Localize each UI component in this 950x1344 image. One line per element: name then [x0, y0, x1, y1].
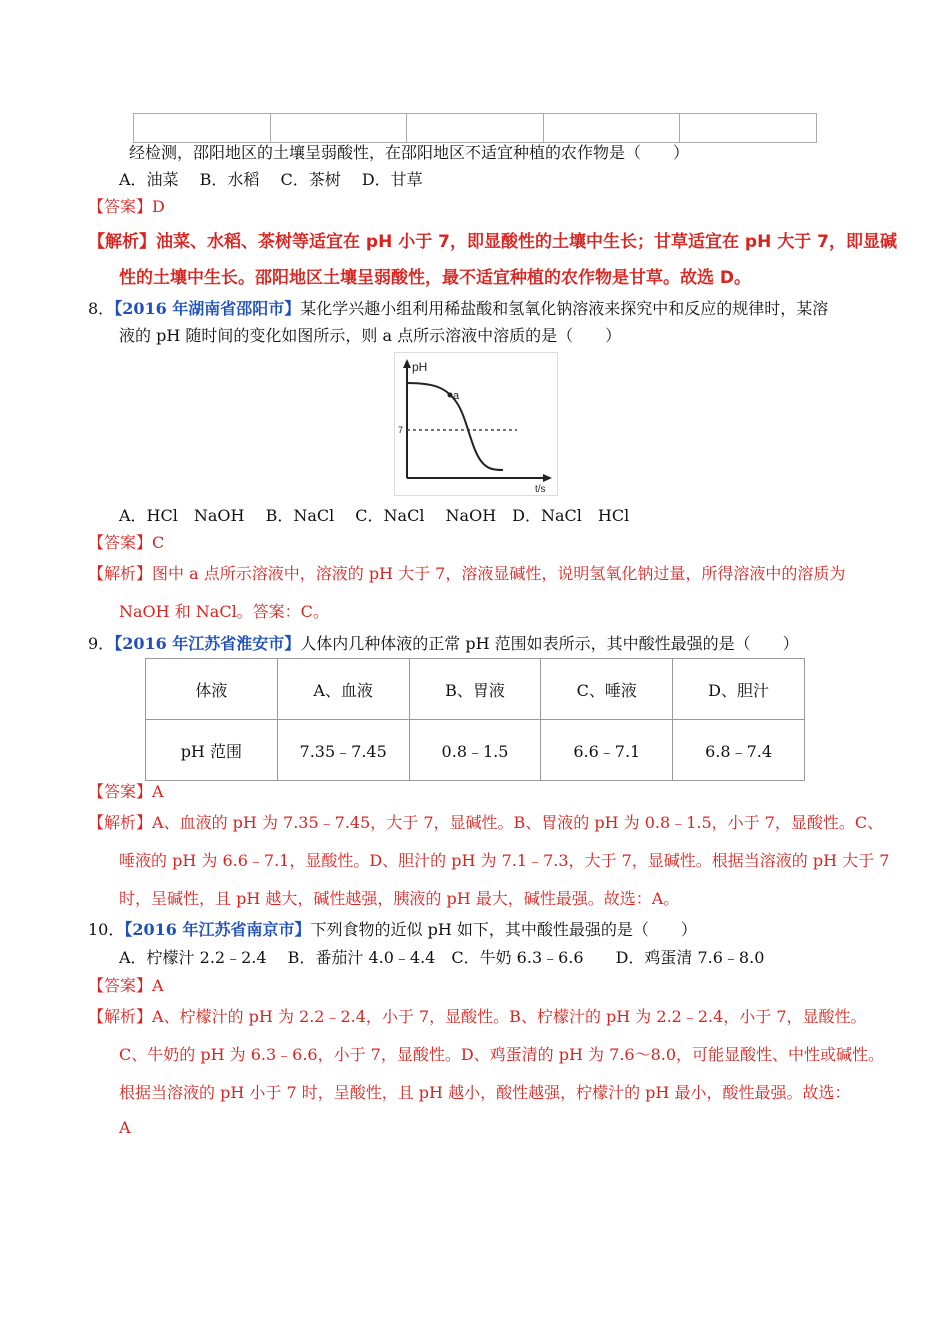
answer-tag: 【答案】	[88, 197, 153, 216]
answer-value: D	[152, 197, 165, 216]
q9-stem	[88, 631, 799, 654]
table-header-row	[146, 659, 805, 720]
q8-stem-line2: 液的 pH 随时间的变化如图所示，则 a 点所示溶液中溶质的是（ ）	[119, 326, 622, 345]
analysis-text: A、柠檬汁的 pH 为 2.2﹣2.4，小于 7，显酸性。B、柠檬汁的 pH 为 2.2﹣2.4，小于 7，显酸性。	[152, 1007, 867, 1026]
q9-analysis-line2: 唾液的 pH 为 6.6﹣7.1，显酸性。D、胆汁的 pH 为 7.1﹣7.3，大于 7，显碱性。根据当溶液的 pH 大于 7	[119, 851, 890, 870]
q7-options: A．油菜 B．水稻 C．茶树 D．甘草	[119, 170, 423, 189]
answer-value: A	[152, 782, 164, 801]
question-number: 9．	[88, 634, 115, 653]
analysis-tag: 【解析】	[88, 564, 153, 583]
q10-analysis-line2: C、牛奶的 pH 为 6.3﹣6.6，小于 7，显酸性。D、鸡蛋清的 pH 为 7.6～8.0，可能显酸性、中性或碱性。	[119, 1045, 885, 1064]
x-axis-arrow	[543, 474, 552, 482]
table-header-cell: C、唾液	[541, 659, 673, 720]
q9-answer	[88, 779, 164, 802]
q7-stem: 经检测，邵阳地区的土壤呈弱酸性，在邵阳地区不适宜种植的农作物是（ ）	[129, 143, 690, 162]
question-stem: 下列食物的近似 pH 如下，其中酸性最强的是（ ）	[310, 920, 697, 939]
question-number: 10．	[88, 920, 125, 939]
table-cell: 0.8﹣1.5	[409, 720, 541, 781]
body-fluid-ph-table	[145, 658, 805, 781]
table-header-cell: B、胃液	[409, 659, 541, 720]
table-cell: 6.6﹣7.1	[541, 720, 673, 781]
q8-options: A．HCl NaOH B．NaCl C．NaCl NaOH D．NaCl HCl	[119, 506, 630, 525]
table-header-cell: D、胆汁	[673, 659, 805, 720]
point-a-label: a	[453, 390, 460, 402]
q10-analysis-line3: 根据当溶液的 pH 小于 7 时，呈酸性，且 pH 越小，酸性越强，柠檬汁的 pH 最小，酸性最强。故选：	[119, 1083, 851, 1102]
table-cell: 7.35﹣7.45	[277, 720, 409, 781]
q8-answer	[88, 530, 164, 553]
question-stem: 某化学兴趣小组利用稀盐酸和氢氧化钠溶液来探究中和反应的规律时，某溶	[300, 299, 829, 318]
q7-analysis-line1: 【解析】油菜、水稻、茶树等适宜在 pH 小于 7，即显酸性的土壤中生长；甘草适宜在 pH 大于 7，即显碱	[88, 232, 897, 252]
q9-analysis-line3: 时，呈碱性，且 pH 越大，碱性越强，胰液的 pH 最大，碱性最强。故选：A。	[119, 889, 680, 908]
table-row	[146, 720, 805, 781]
analysis-text: 图中 a 点所示溶液中，溶液的 pH 大于 7，溶液显碱性，说明氢氧化钠过量，所得溶液中的溶质为	[152, 564, 846, 583]
q10-answer	[88, 973, 164, 996]
question-source: 【2016 年湖南省邵阳市】	[114, 299, 301, 318]
q10-options: A．柠檬汁 2.2﹣2.4 B．番茄汁 4.0﹣4.4 C．牛奶 6.3﹣6.6 D．鸡蛋清 7.6﹣8.0	[119, 948, 765, 967]
question-number: 8．	[88, 299, 115, 318]
q9-analysis-line1	[88, 810, 883, 833]
table-cell: pH 范围	[146, 720, 278, 781]
x-axis-label: t/s	[535, 484, 546, 495]
q8-analysis-line1	[88, 561, 845, 584]
answer-value: A	[152, 976, 164, 995]
question-source: 【2016 年江苏省南京市】	[124, 920, 311, 939]
q10-stem	[88, 917, 697, 940]
analysis-tag: 【解析】	[88, 1007, 153, 1026]
ph-time-chart	[394, 352, 558, 496]
y-axis-label: pH	[412, 360, 428, 374]
y-axis-arrow	[403, 359, 411, 368]
q7-analysis-line2: 性的土壤中生长。邵阳地区土壤呈弱酸性，最不适宜种植的农作物是甘草。故选 D。	[119, 268, 752, 288]
answer-tag: 【答案】	[88, 782, 153, 801]
top-partial-table	[133, 113, 817, 143]
q8-analysis-line2: NaOH 和 NaCl。答案：C。	[119, 602, 329, 621]
answer-tag: 【答案】	[88, 533, 153, 552]
point-a	[448, 393, 453, 398]
q10-analysis-line1	[88, 1004, 867, 1027]
q8-stem-line1	[88, 296, 828, 319]
table-cell: 6.8﹣7.4	[673, 720, 805, 781]
answer-tag: 【答案】	[88, 976, 153, 995]
q10-analysis-line4: A	[119, 1118, 131, 1137]
q7-answer	[88, 194, 165, 217]
answer-value: C	[152, 533, 165, 552]
table-header-cell: A、血液	[277, 659, 409, 720]
analysis-tag: 【解析】	[88, 813, 153, 832]
question-stem: 人体内几种体液的正常 pH 范围如表所示，其中酸性最强的是（ ）	[300, 634, 799, 653]
analysis-text: A、血液的 pH 为 7.35﹣7.45，大于 7，显碱性。B、胃液的 pH 为 0.8﹣1.5，小于 7，显酸性。C、	[152, 813, 884, 832]
question-source: 【2016 年江苏省淮安市】	[114, 634, 301, 653]
table-header-cell: 体液	[146, 659, 278, 720]
ph-time-chart-svg	[395, 353, 557, 495]
ph7-label: 7	[398, 425, 404, 435]
